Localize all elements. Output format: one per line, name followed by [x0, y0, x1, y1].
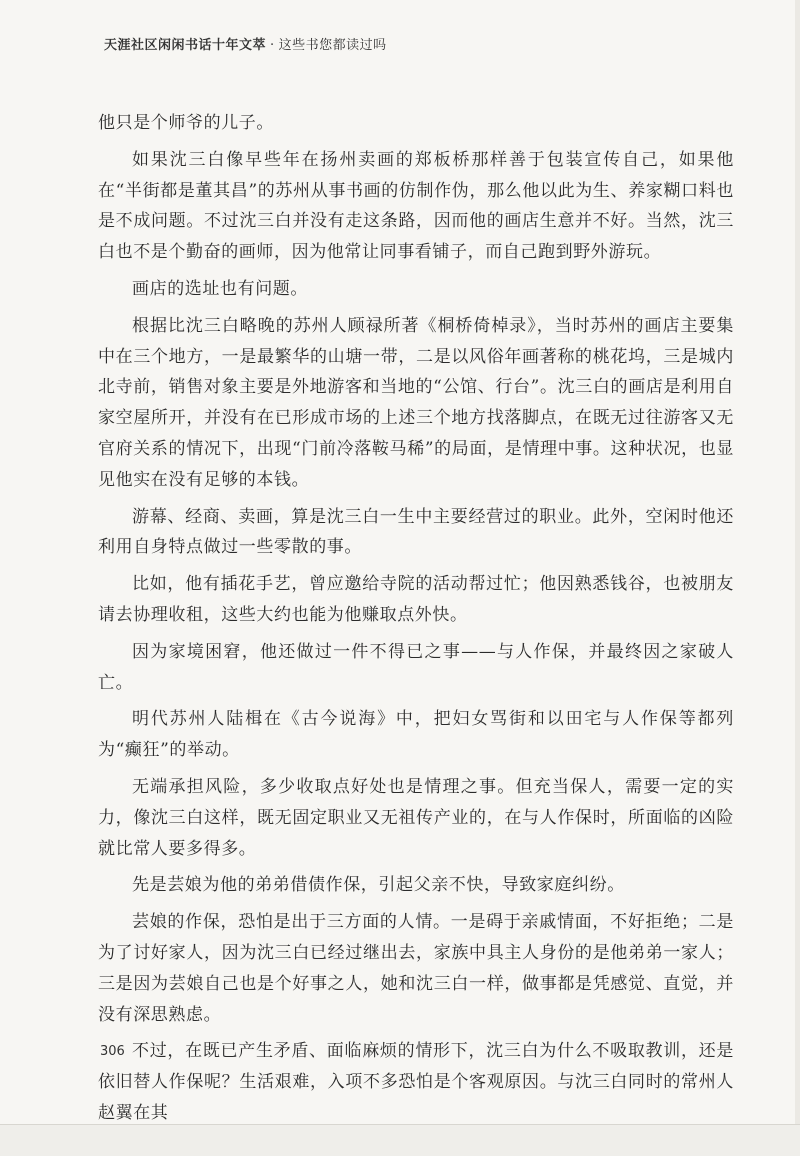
section-title: 这些书您都读过吗 — [278, 38, 387, 53]
body-paragraph: 不过，在既已产生矛盾、面临麻烦的情形下，沈三白为什么不吸取教训，还是依旧替人作保呢？生活艰难，入项不多恐怕是个客观原因。与沈三白同时的常州人赵翼在其 — [98, 1041, 734, 1123]
body-paragraph: 他只是个师爷的儿子。 — [98, 113, 274, 133]
body-paragraph: 明代苏州人陆楫在《古今说海》中，把妇女骂街和以田宅与人作保等都列为“癫狂”的举动。 — [98, 709, 734, 761]
header-separator: · — [270, 38, 275, 53]
body-paragraph: 因为家境困窘，他还做过一件不得已之事——与人作保，并最终因之家破人亡。 — [98, 641, 734, 693]
body-text — [98, 108, 734, 1135]
body-paragraph: 游幕、经商、卖画，算是沈三白一生中主要经营过的职业。此外，空闲时他还利用自身特点做过一些零散的事。 — [98, 506, 734, 558]
body-paragraph: 如果沈三白像早些年在扬州卖画的郑板桥那样善于包装宣传自己，如果他在“半街都是董其昌”的苏州从事书画的仿制作伪，那么他以此为生、养家糊口料也是不成问题。不过沈三白并没有走这条路，因而他的画店生意并不好。当然，沈三白也不是个勤奋的画师，因为他常让同事看铺子，而自己跑到野外游玩。 — [98, 149, 734, 263]
page-edge-shadow — [795, 0, 800, 1156]
running-header — [104, 34, 387, 53]
body-paragraph: 画店的选址也有问题。 — [132, 278, 308, 299]
body-paragraph: 芸娘的作保，恐怕是出于三方面的人情。一是碍于亲戚情面，不好拒绝；二是为了讨好家人，因为沈三白已经过继出去，家族中具主人身份的是他弟弟一家人；三是因为芸娘自己也是个好事之人，她和沈三白一样，做事都是凭感觉、直觉，并没有深思熟虑。 — [98, 912, 734, 1025]
book-title: 天涯社区闲闲书话十年文萃 — [104, 38, 267, 53]
body-paragraph: 比如，他有插花手艺，曾应邀给寺院的活动帮过忙；他因熟悉钱谷，也被朋友请去协理收租，这些大约也能为他赚取点外快。 — [98, 574, 734, 625]
body-paragraph: 先是芸娘为他的弟弟借债作保，引起父亲不快，导致家庭纠纷。 — [132, 875, 625, 896]
body-paragraph: 无端承担风险，多少收取点好处也是情理之事。但充当保人，需要一定的实力，像沈三白这样，既无固定职业又无祖传产业的，在与人作保时，所面临的凶险就比常人要多得多。 — [98, 776, 734, 859]
page-number: 306 — [100, 1044, 125, 1059]
body-paragraph: 根据比沈三白略晚的苏州人顾禄所著《桐桥倚棹录》，当时苏州的画店主要集中在三个地方，一是最繁华的山塘一带，二是以风俗年画著称的桃花坞，三是城内北寺前，销售对象主要是外地游客和当地的“公馆、行台”。沈三白的画店是利用自家空屋所开，并没有在已形成市场的上述三个地方找落脚点，在既无过往游客又无官府关系的情况下，出现“门前冷落鞍马稀”的局面，是情理中事。这种状况，也显见他实在没有足够的本钱。 — [98, 315, 734, 490]
page-bottom-margin — [0, 1125, 800, 1156]
